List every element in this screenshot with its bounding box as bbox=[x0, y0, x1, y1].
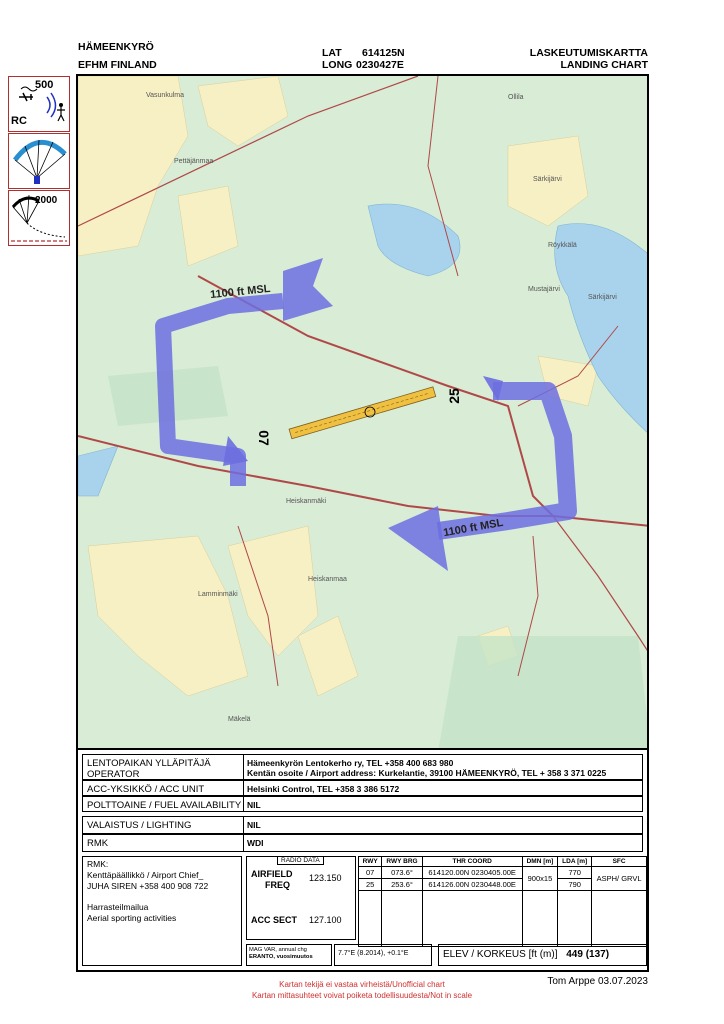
circuit-south-arrow bbox=[388, 376, 568, 571]
title-en: LANDING CHART bbox=[560, 59, 648, 71]
rmk-row bbox=[82, 834, 643, 852]
long-value: 0230427E bbox=[356, 59, 404, 71]
fuel-label: POLTTOAINE / FUEL AVAILABILITY bbox=[87, 800, 242, 811]
circuit-south-label: 1100 ft MSL bbox=[442, 516, 505, 540]
disclaimer-2: Kartan mittasuhteet voivat poiketa todellisuudesta/Not in scale bbox=[251, 991, 473, 1000]
acc-sect-label: ACC SECT bbox=[251, 915, 298, 925]
circuit-north-label: 1100 ft MSL bbox=[209, 282, 271, 302]
title-fi: LASKEUTUMISKARTTA bbox=[529, 47, 648, 59]
acc-row bbox=[82, 780, 643, 796]
place-label: Mustajärvi bbox=[528, 286, 560, 293]
lat-label: LAT bbox=[322, 47, 342, 59]
acc-label: ACC-YKSIKKÖ / ACC UNIT bbox=[87, 784, 205, 795]
lighting-value: NIL bbox=[247, 820, 261, 830]
place-label: Heiskanmäki bbox=[286, 498, 327, 505]
magvar-label-box: MAG VAR, annual chg ERANTO, vuosimuutos bbox=[246, 944, 332, 966]
operator-line2: Kentän osoite / Airport address: Kurkelantie, 39100 HÄMEENKYRÖ, TEL + 358 3 371 0225 bbox=[247, 768, 607, 778]
place-label: Ollila bbox=[508, 94, 524, 101]
airport-code: EFHM FINLAND bbox=[78, 59, 157, 71]
rmk-box: RMK: Kenttäpäällikkö / Airport Chief_ JUHA SIREN +358 400 908 722 Harrasteilmailua Aerial sporting activities bbox=[82, 856, 242, 966]
disclaimer-1: Kartan tekijä ei vastaa virheistä/Unofficial chart bbox=[279, 980, 445, 989]
place-label: Röykkälä bbox=[548, 242, 577, 249]
airfield-freq: 123.150 bbox=[309, 873, 342, 883]
map-canvas bbox=[78, 76, 649, 750]
runway bbox=[289, 387, 436, 439]
author: Tom Arppe 03.07.2023 bbox=[547, 976, 648, 987]
paraglider-icon-box bbox=[8, 190, 70, 246]
airfield-freq-label: AIRFIELD FREQ bbox=[251, 869, 293, 890]
airport-name: HÄMEENKYRÖ bbox=[78, 41, 154, 53]
operator-row bbox=[82, 754, 643, 780]
rc-label: RC bbox=[11, 115, 27, 127]
lighting-label: VALAISTUS / LIGHTING bbox=[87, 820, 192, 831]
elev-label: ELEV / KORKEUS [ft (m)] bbox=[443, 949, 558, 960]
acc-sect-freq: 127.100 bbox=[309, 915, 342, 925]
place-label: Heiskanmaa bbox=[308, 576, 347, 583]
parachute-icon bbox=[9, 134, 69, 188]
elevation-box bbox=[438, 944, 647, 966]
rwy-25-label: 25 bbox=[445, 388, 462, 404]
elev-value: 449 (137) bbox=[566, 949, 610, 960]
lighting-row bbox=[82, 816, 643, 834]
map-area[interactable] bbox=[76, 74, 649, 750]
parachute-altitude: 2000 bbox=[35, 195, 58, 206]
place-label: Särkijärvi bbox=[533, 176, 562, 183]
place-label: Vasunkulma bbox=[146, 92, 185, 99]
place-label: Pettäjänmaa bbox=[174, 158, 214, 165]
radio-header: RADIO DATA bbox=[277, 856, 324, 865]
operator-line1: Hämeenkyrön Lentokerho ry, TEL +358 400 683 980 bbox=[247, 758, 454, 768]
rwy-07-label: 07 bbox=[255, 430, 272, 446]
acc-value: Helsinki Control, TEL +358 3 386 5172 bbox=[247, 784, 400, 794]
fuel-value: NIL bbox=[247, 800, 261, 810]
operator-label: LENTOPAIKAN YLLÄPITÄJÄ OPERATOR bbox=[87, 758, 211, 780]
place-label: Lamminmäki bbox=[198, 591, 238, 598]
fuel-row bbox=[82, 796, 643, 812]
rmk-value: WDI bbox=[247, 838, 264, 848]
rmk-label: RMK bbox=[87, 838, 109, 849]
rc-altitude: 500 bbox=[35, 79, 54, 91]
table-row: 07 073.6° 614120.00N 0230405.00E 900x15 770 ASPH/ GRVL bbox=[359, 867, 647, 879]
info-panel bbox=[76, 750, 649, 972]
radio-data-box bbox=[246, 856, 356, 940]
magvar-value: 7.7°E (8.2014), +0.1°E bbox=[334, 944, 432, 966]
lat-value: 614125N bbox=[362, 47, 405, 59]
table-row: 25 253.6° 614126.00N 0230448.00E 790 bbox=[359, 879, 647, 891]
rc-icon-box bbox=[8, 76, 70, 132]
place-label: Mäkelä bbox=[228, 716, 251, 723]
place-label: Särkijärvi bbox=[588, 294, 617, 301]
runway-table: RWY RWY BRG THR COORD DMN [m] LDA [m] SFC 07 073.6° 614120.00N 0230405.00E 900x15 770 ASPH/ GRVL 25 253.6° 614126.00N 0230448.00E 790 bbox=[358, 856, 647, 947]
long-label: LONG bbox=[322, 59, 353, 71]
parachute-icon-box bbox=[8, 133, 70, 189]
